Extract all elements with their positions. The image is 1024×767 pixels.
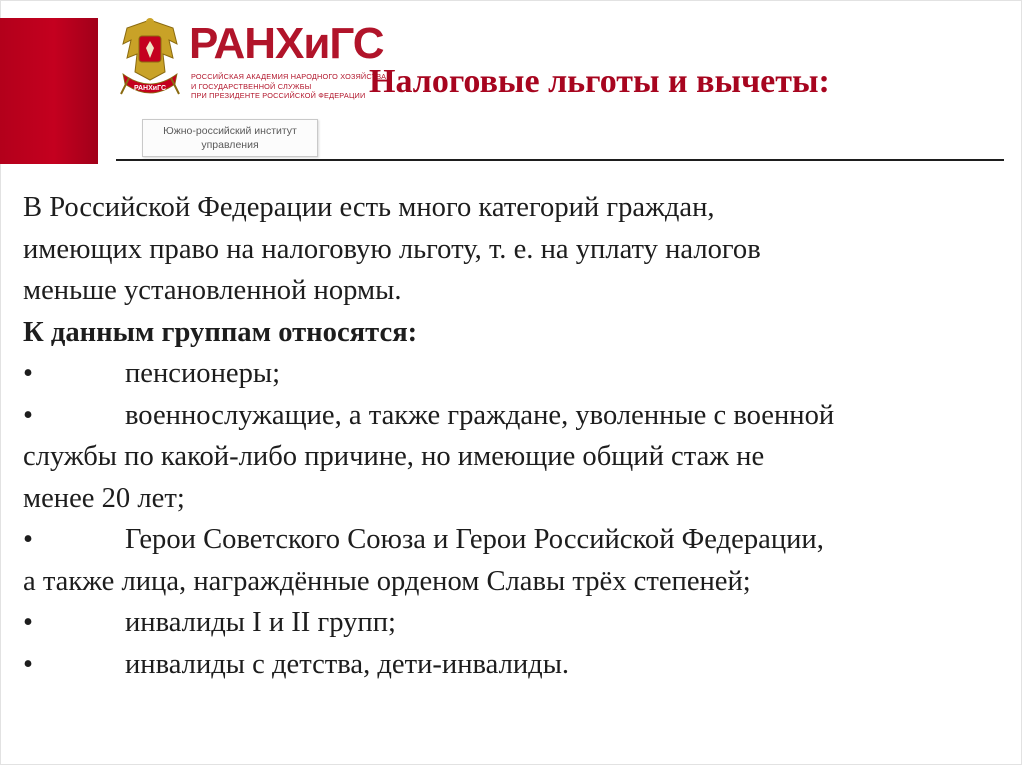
groups-heading: К данным группам относятся: xyxy=(23,316,418,348)
bullet-continuation: службы по какой-либо причине, но имеющие общий стаж не xyxy=(23,441,765,472)
bullet-text: инвалиды I и II групп; xyxy=(125,607,396,638)
bullet-item xyxy=(23,353,1008,395)
institute-line: управления xyxy=(201,139,259,151)
bullet-text: пенсионеры; xyxy=(125,358,281,389)
bullet-marker: • xyxy=(23,607,34,638)
brand-subtitle xyxy=(191,72,387,101)
bullet-item xyxy=(23,602,1008,644)
brand-subtitle-line: РОССИЙСКАЯ АКАДЕМИЯ НАРОДНОГО ХОЗЯЙСТВА xyxy=(191,72,387,81)
slide-body xyxy=(23,187,1008,685)
emblem-label: РАНХиГС xyxy=(133,85,167,92)
logo xyxy=(115,14,387,110)
brand-subtitle-line: ПРИ ПРЕЗИДЕНТЕ РОССИЙСКОЙ ФЕДЕРАЦИИ xyxy=(191,91,366,100)
bullet-marker: • xyxy=(23,358,34,389)
emblem-icon xyxy=(115,14,185,106)
title-divider xyxy=(116,159,1004,161)
intro-line: имеющих право на налоговую льготу, т. е. на уплату налогов xyxy=(23,233,761,265)
bullet-text: Герои Советского Союза и Герои Российской Федерации, xyxy=(125,524,824,555)
bullet-item xyxy=(23,519,1008,561)
bullet-item xyxy=(23,395,1008,437)
bullet-continuation: менее 20 лет; xyxy=(23,482,185,514)
bullet-continuation: а также лица, награждённые орденом Славы трёх степеней; xyxy=(23,565,751,597)
slide-title: Налоговые льготы и вычеты: xyxy=(369,63,830,100)
bullet-marker: • xyxy=(23,524,34,555)
institute-label xyxy=(142,119,318,157)
bullet-marker: • xyxy=(23,648,34,680)
bullet-text: инвалиды с детства, дети-инвалиды. xyxy=(125,648,570,680)
bullet-text: военнослужащие, а также граждане, уволенные с военной xyxy=(125,399,835,431)
intro-line: меньше установленной нормы. xyxy=(23,275,402,306)
brand-subtitle-line: И ГОСУДАРСТВЕННОЙ СЛУЖБЫ xyxy=(191,81,312,91)
brand-name: РАНХиГС xyxy=(189,19,384,68)
intro-line: В Российской Федерации есть много категорий граждан, xyxy=(23,192,715,223)
institute-line: Южно-российский институт xyxy=(163,125,297,137)
bullet-marker: • xyxy=(23,399,34,431)
bullet-item xyxy=(23,644,1008,686)
red-accent-band xyxy=(0,18,98,164)
